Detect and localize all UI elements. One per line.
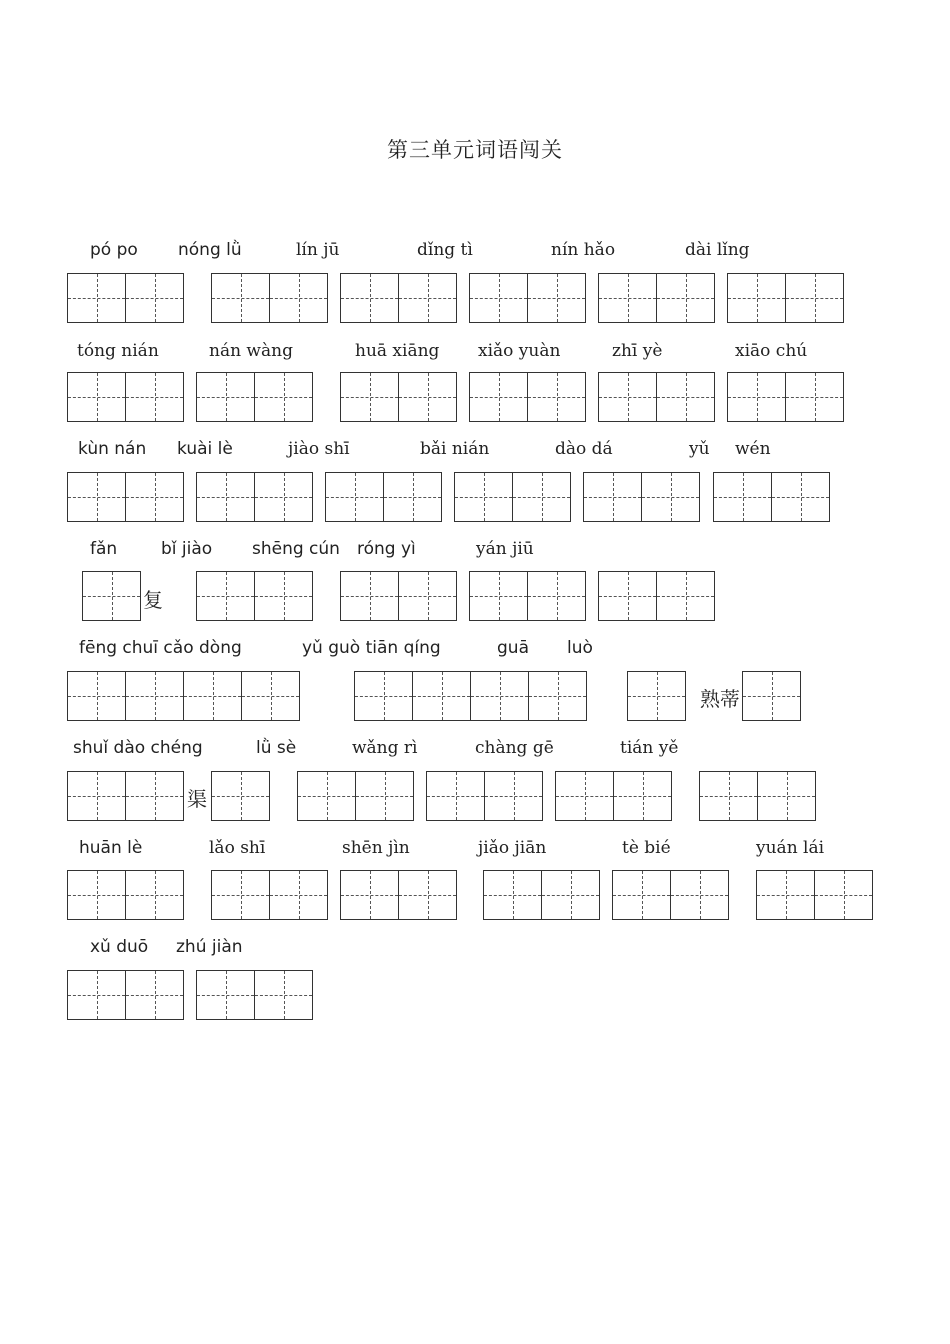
pinyin: zhú jiàn	[176, 937, 243, 957]
character-cell[interactable]	[254, 472, 313, 522]
writing-grid[interactable]	[354, 671, 587, 721]
pinyin: yǔ guò tiān qíng	[302, 638, 441, 658]
character-cell[interactable]	[211, 771, 270, 821]
given-character: 熟蒂	[700, 687, 740, 711]
character-cell[interactable]	[757, 771, 816, 821]
writing-grid[interactable]	[469, 571, 586, 621]
writing-grid[interactable]	[699, 771, 816, 821]
writing-grid[interactable]	[82, 571, 141, 621]
writing-grid[interactable]	[483, 870, 600, 920]
writing-grid[interactable]	[67, 372, 184, 422]
character-cell[interactable]	[527, 273, 586, 323]
writing-grid[interactable]	[211, 771, 270, 821]
character-cell[interactable]	[613, 771, 672, 821]
pinyin: shēng cún	[252, 539, 340, 559]
pinyin: lǎo shī	[209, 838, 266, 858]
character-cell[interactable]	[484, 771, 543, 821]
character-cell[interactable]	[125, 671, 183, 721]
writing-grid[interactable]	[742, 671, 801, 721]
pinyin: lǜ sè	[256, 738, 297, 758]
pinyin: pó po	[90, 240, 138, 260]
character-cell[interactable]	[469, 372, 527, 422]
character-cell[interactable]	[398, 273, 457, 323]
character-cell[interactable]	[583, 472, 641, 522]
character-cell[interactable]	[254, 571, 313, 621]
pinyin: yǔ wén	[689, 439, 771, 459]
character-cell[interactable]	[183, 671, 241, 721]
pinyin: nín hǎo	[551, 240, 616, 260]
character-cell[interactable]	[125, 472, 184, 522]
writing-grid[interactable]	[713, 472, 830, 522]
character-cell[interactable]	[785, 372, 844, 422]
character-cell[interactable]	[598, 372, 656, 422]
pinyin: jiǎo jiān	[478, 838, 547, 858]
character-cell[interactable]	[727, 372, 785, 422]
writing-grid[interactable]	[469, 372, 586, 422]
pinyin: fēng chuī cǎo dòng	[79, 638, 242, 658]
pinyin: wǎng rì	[352, 738, 418, 758]
writing-grid[interactable]	[196, 970, 313, 1020]
pinyin: nóng lǜ	[178, 240, 242, 260]
character-cell[interactable]	[125, 372, 184, 422]
pinyin: kuài lè	[177, 439, 233, 459]
writing-grid[interactable]	[67, 870, 184, 920]
character-cell[interactable]	[125, 273, 184, 323]
pinyin: guā	[497, 638, 529, 658]
character-cell[interactable]	[483, 870, 541, 920]
character-cell[interactable]	[67, 472, 125, 522]
pinyin: xiǎo yuàn	[478, 341, 561, 361]
writing-grid[interactable]	[67, 472, 184, 522]
writing-grid[interactable]	[555, 771, 672, 821]
character-cell[interactable]	[398, 571, 457, 621]
pinyin: róng yì	[357, 539, 416, 559]
character-cell[interactable]	[67, 273, 125, 323]
character-cell[interactable]	[512, 472, 571, 522]
pinyin: chàng gē	[475, 738, 554, 758]
character-cell[interactable]	[771, 472, 830, 522]
writing-grid[interactable]	[727, 372, 844, 422]
pinyin: dǐng tì	[417, 240, 473, 260]
character-cell[interactable]	[67, 870, 125, 920]
given-character: 复	[143, 588, 163, 612]
writing-grid[interactable]	[340, 571, 457, 621]
writing-grid[interactable]	[612, 870, 729, 920]
character-cell[interactable]	[355, 771, 414, 821]
writing-grid[interactable]	[196, 571, 313, 621]
character-cell[interactable]	[814, 870, 873, 920]
character-cell[interactable]	[426, 771, 484, 821]
writing-grid[interactable]	[67, 273, 184, 323]
writing-grid[interactable]	[67, 970, 184, 1020]
writing-grid[interactable]	[67, 771, 184, 821]
writing-grid[interactable]	[325, 472, 442, 522]
character-cell[interactable]	[641, 472, 700, 522]
character-cell[interactable]	[555, 771, 613, 821]
character-cell[interactable]	[627, 671, 686, 721]
character-cell[interactable]	[598, 273, 656, 323]
pinyin: tè bié	[622, 838, 671, 858]
writing-grid[interactable]	[756, 870, 873, 920]
character-cell[interactable]	[196, 372, 254, 422]
pinyin: huān lè	[79, 838, 143, 858]
writing-grid[interactable]	[67, 671, 300, 721]
writing-grid[interactable]	[627, 671, 686, 721]
character-cell[interactable]	[196, 571, 254, 621]
writing-grid[interactable]	[196, 372, 313, 422]
character-cell[interactable]	[656, 571, 715, 621]
character-cell[interactable]	[469, 273, 527, 323]
character-cell[interactable]	[196, 970, 254, 1020]
character-cell[interactable]	[125, 970, 184, 1020]
character-cell[interactable]	[254, 970, 313, 1020]
pinyin: tóng nián	[77, 341, 159, 361]
character-cell[interactable]	[383, 472, 442, 522]
character-cell[interactable]	[699, 771, 757, 821]
pinyin: zhī yè	[612, 341, 663, 361]
pinyin: nán wàng	[209, 341, 293, 361]
character-cell[interactable]	[670, 870, 729, 920]
character-cell[interactable]	[67, 372, 125, 422]
pinyin: dài lǐng	[685, 240, 750, 260]
character-cell[interactable]	[398, 870, 457, 920]
character-cell[interactable]	[125, 870, 184, 920]
page-title: 第三单元词语闯关	[387, 138, 563, 162]
character-cell[interactable]	[340, 273, 398, 323]
pinyin: luò	[567, 638, 593, 658]
pinyin: yuán lái	[756, 838, 825, 858]
writing-grid[interactable]	[598, 273, 715, 323]
character-cell[interactable]	[340, 571, 398, 621]
character-cell[interactable]	[528, 671, 587, 721]
writing-grid[interactable]	[340, 372, 457, 422]
character-cell[interactable]	[354, 671, 412, 721]
character-cell[interactable]	[785, 273, 844, 323]
character-cell[interactable]	[598, 571, 656, 621]
writing-grid[interactable]	[598, 372, 715, 422]
writing-grid[interactable]	[426, 771, 543, 821]
pinyin: jiào shī	[288, 439, 350, 459]
character-cell[interactable]	[67, 970, 125, 1020]
character-cell[interactable]	[398, 372, 457, 422]
writing-grid[interactable]	[727, 273, 844, 323]
pinyin: fǎn	[90, 539, 118, 559]
writing-grid[interactable]	[211, 273, 328, 323]
character-cell[interactable]	[340, 870, 398, 920]
pinyin: tián yě	[620, 738, 679, 758]
character-cell[interactable]	[67, 671, 125, 721]
character-cell[interactable]	[469, 571, 527, 621]
pinyin: kùn nán	[78, 439, 147, 459]
writing-grid[interactable]	[297, 771, 414, 821]
character-cell[interactable]	[211, 870, 269, 920]
pinyin: xǔ duō	[90, 937, 149, 957]
character-cell[interactable]	[527, 372, 586, 422]
character-cell[interactable]	[82, 571, 141, 621]
character-cell[interactable]	[454, 472, 512, 522]
character-cell[interactable]	[241, 671, 300, 721]
character-cell[interactable]	[541, 870, 600, 920]
character-cell[interactable]	[656, 372, 715, 422]
pinyin: yán jiū	[476, 539, 534, 559]
character-cell[interactable]	[727, 273, 785, 323]
character-cell[interactable]	[340, 372, 398, 422]
writing-grid[interactable]	[196, 472, 313, 522]
character-cell[interactable]	[527, 571, 586, 621]
writing-grid[interactable]	[598, 571, 715, 621]
pinyin: xiāo chú	[735, 341, 808, 361]
pinyin: bǐ jiào	[161, 539, 213, 559]
writing-grid[interactable]	[454, 472, 571, 522]
pinyin: lín jū	[296, 240, 340, 260]
character-cell[interactable]	[269, 870, 328, 920]
writing-grid[interactable]	[469, 273, 586, 323]
given-character: 渠	[187, 787, 207, 811]
character-cell[interactable]	[297, 771, 355, 821]
pinyin: shēn jìn	[342, 838, 410, 858]
character-cell[interactable]	[196, 472, 254, 522]
character-cell[interactable]	[612, 870, 670, 920]
character-cell[interactable]	[254, 372, 313, 422]
character-cell[interactable]	[269, 273, 328, 323]
character-cell[interactable]	[713, 472, 771, 522]
character-cell[interactable]	[125, 771, 184, 821]
character-cell[interactable]	[742, 671, 801, 721]
pinyin: dào dá	[555, 439, 613, 459]
pinyin: huā xiāng	[355, 341, 440, 361]
character-cell[interactable]	[656, 273, 715, 323]
character-cell[interactable]	[412, 671, 470, 721]
character-cell[interactable]	[325, 472, 383, 522]
character-cell[interactable]	[470, 671, 528, 721]
pinyin: bǎi nián	[420, 439, 490, 459]
character-cell[interactable]	[211, 273, 269, 323]
character-cell[interactable]	[756, 870, 814, 920]
writing-grid[interactable]	[340, 870, 457, 920]
character-cell[interactable]	[67, 771, 125, 821]
pinyin: shuǐ dào chéng	[73, 738, 203, 758]
writing-grid[interactable]	[583, 472, 700, 522]
writing-grid[interactable]	[211, 870, 328, 920]
writing-grid[interactable]	[340, 273, 457, 323]
